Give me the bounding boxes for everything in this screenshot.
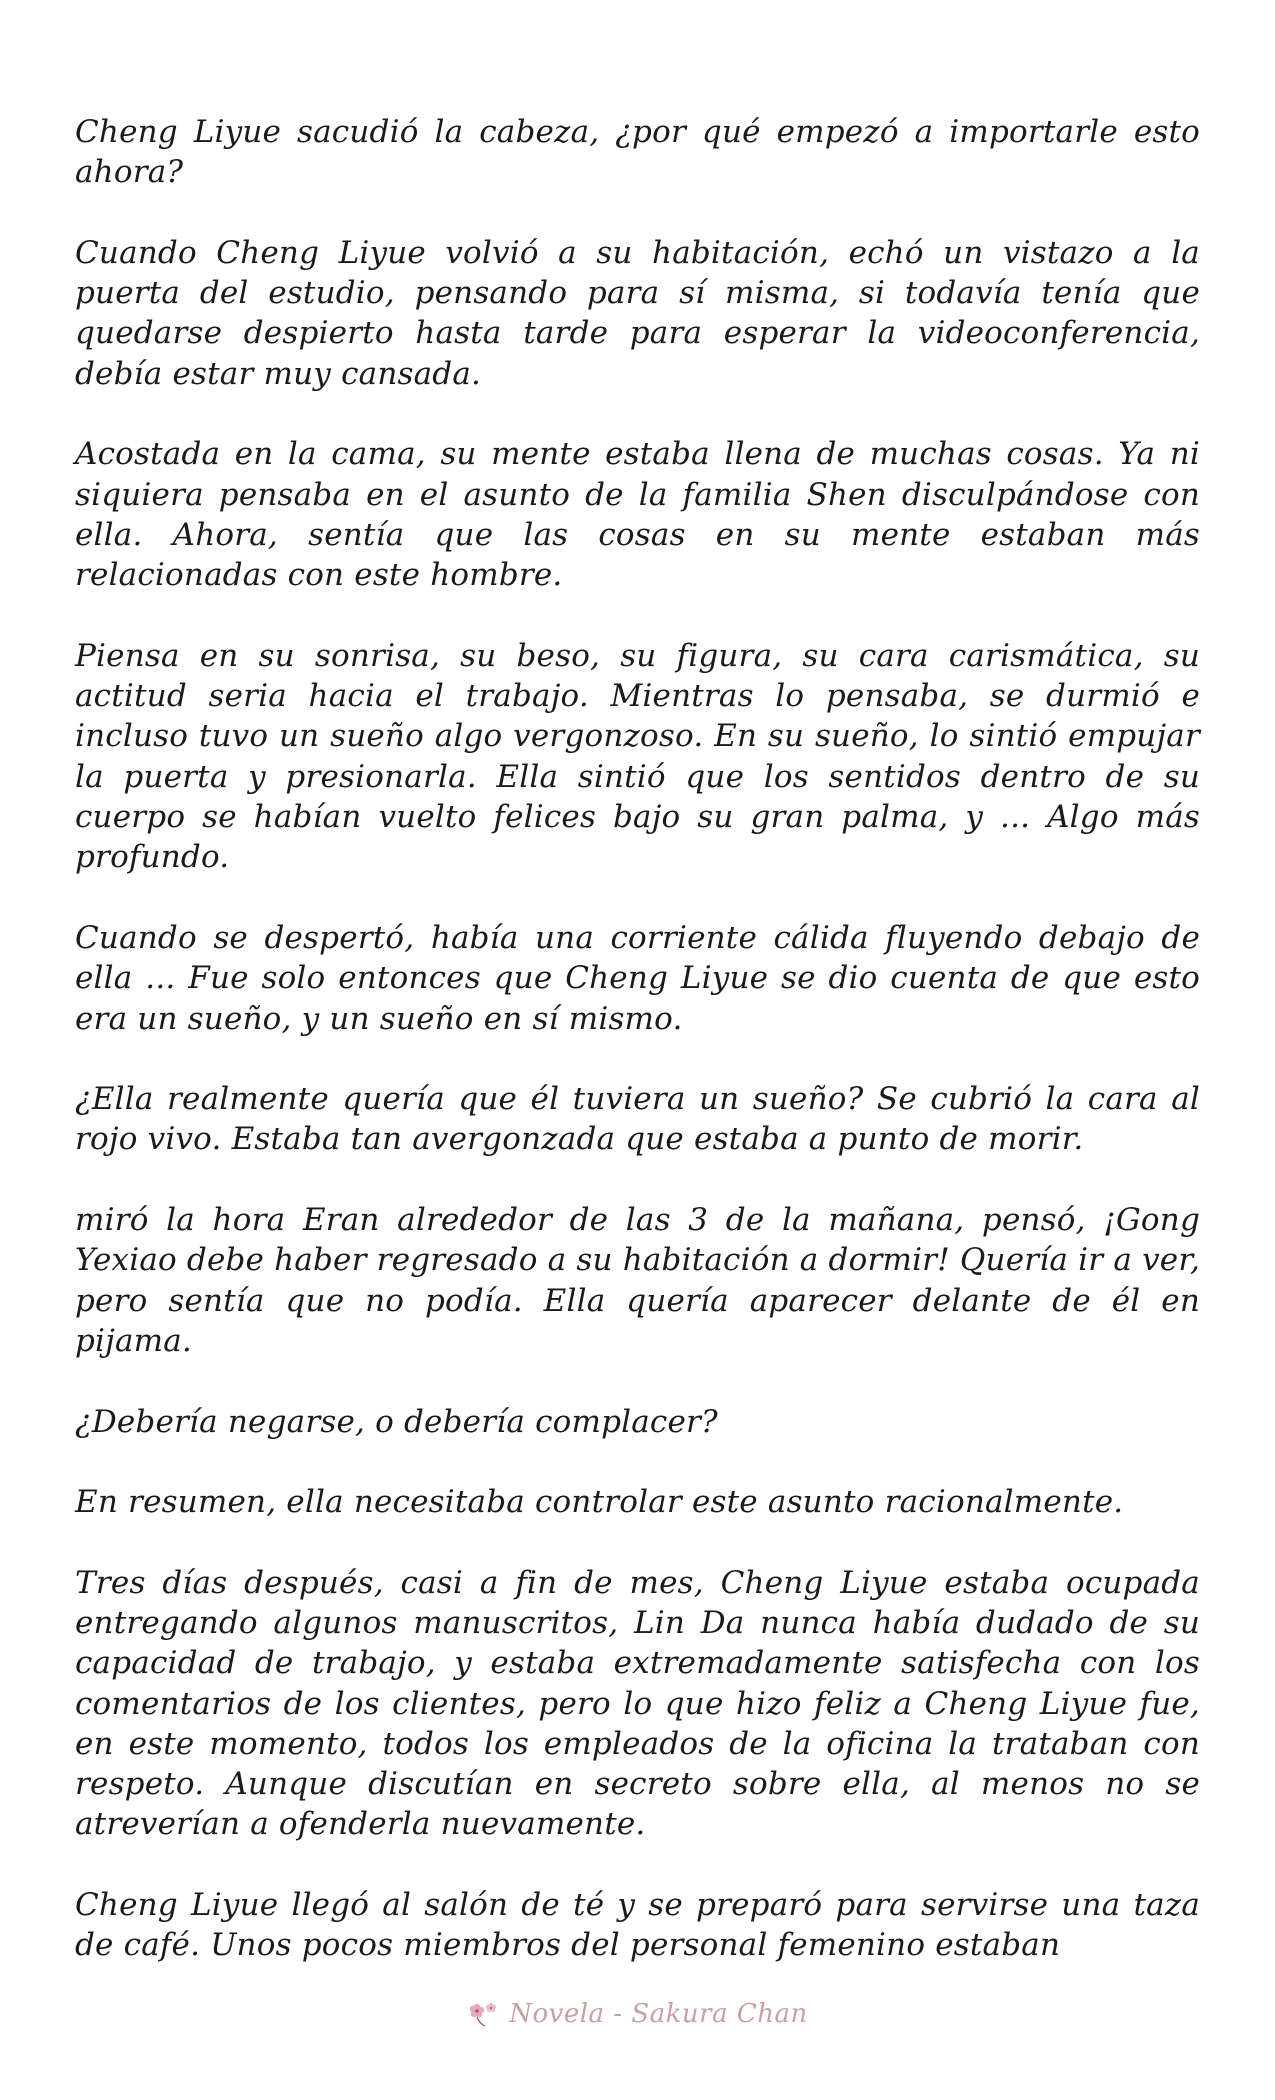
footer-watermark (0, 1994, 1275, 2034)
footer-inner (467, 1999, 808, 2029)
sakura-flower-icon (467, 1999, 503, 2029)
document-body (75, 112, 1200, 2006)
paragraph-9: En resumen, ella necesitaba controlar este asunto racionalmente. (75, 1484, 1124, 1521)
paragraph-5: Cuando se despertó, había una corriente cálida fluyendo debajo de ella ... Fue solo entonces que Cheng Liyue se dio cuenta de que esto era un sueño, y un sueño en sí mismo. (75, 919, 1200, 1037)
paragraph-7: miró la hora Eran alrededor de las 3 de la mañana, pensó, ¡Gong Yexiao debe haber regresado a su habitación a dormir! Quería ir a ver, pero sentía que no podía. Ella quería aparecer delante de él en pijama. (75, 1202, 1200, 1359)
paragraph-1: Cheng Liyue sacudió la cabeza, ¿por qué empezó a importarle esto ahora? (75, 114, 1200, 191)
paragraph-8: ¿Debería negarse, o debería complacer? (75, 1403, 718, 1440)
paragraph-3: Acostada en la cama, su mente estaba llena de muchas cosas. Ya ni siquiera pensaba en el asunto de la familia Shen disculpándose con ella. Ahora, sentía que las cosas en su mente estaban más relacionadas con este hombre. (75, 436, 1200, 594)
paragraph-11: Cheng Liyue llegó al salón de té y se preparó para servirse una taza de café. Unos pocos miembros del personal femenino estaban (75, 1887, 1200, 1964)
paragraph-4: Piensa en su sonrisa, su beso, su figura, su cara carismática, su actitud seria hacia el trabajo. Mientras lo pensaba, se durmió e incluso tuvo un sueño algo vergonzoso. En su sueño, lo sintió empujar la puerta y presionarla. Ella sintió que los sentidos dentro de su cuerpo se habían vuelto felices bajo su gran palma, y ... Algo más profundo. (75, 637, 1200, 876)
paragraph-10: Tres días después, casi a fin de mes, Cheng Liyue estaba ocupada entregando algunos manuscritos, Lin Da nunca había dudado de su capacidad de trabajo, y estaba extremadamente satisfecha con los comentarios de los clientes, pero lo que hizo feliz a Cheng Liyue fue, en este momento, todos los empleados de la oficina la trataban con respeto. Aunque discutían en secreto sobre ella, al menos no se atreverían a ofenderla nuevamente. (75, 1564, 1200, 1843)
paragraph-2: Cuando Cheng Liyue volvió a su habitación, echó un vistazo a la puerta del estudio, pensando para sí misma, si todavía tenía que quedarse despierto hasta tarde para esperar la videoconferencia, debía estar muy cansada. (75, 234, 1200, 392)
paragraph-6: ¿Ella realmente quería que él tuviera un sueño? Se cubrió la cara al rojo vivo. Estaba tan avergonzada que estaba a punto de morir. (75, 1081, 1200, 1158)
footer-text: Novela - Sakura Chan (509, 1999, 808, 2029)
